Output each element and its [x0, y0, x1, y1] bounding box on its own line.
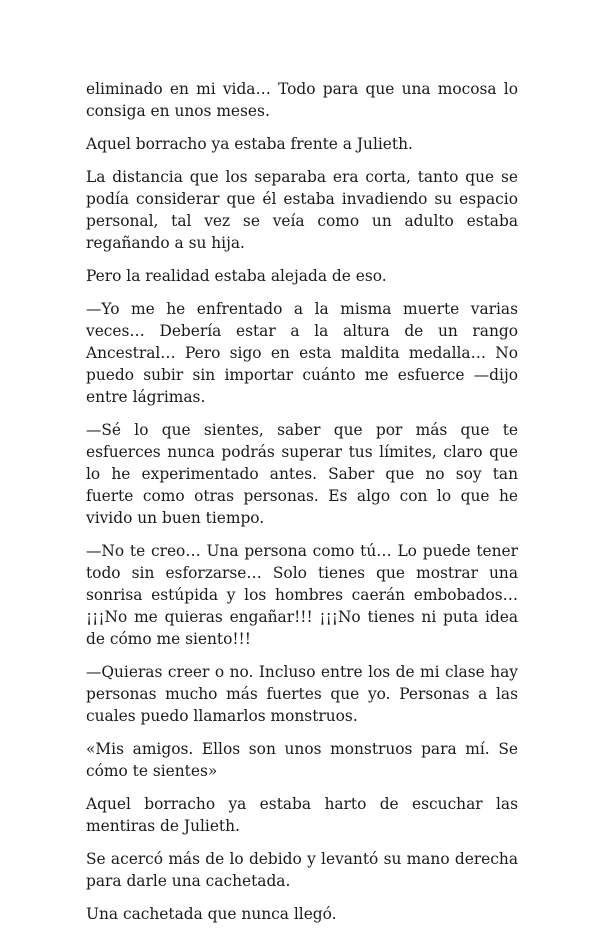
paragraph-2: Aquel borracho ya estaba frente a Julieth.	[86, 135, 413, 153]
paragraph-7: —No te creo… Una persona como tú… Lo puede tener todo sin esforzarse… Solo tienes que mostrar una sonrisa estúpida y los hombres caerán embobados… ¡¡¡No me quieras engañar!!! ¡¡¡No tienes ni puta idea de cómo me siento!!!	[86, 542, 518, 648]
paragraph-3: La distancia que los separaba era corta, tanto que se podía considerar que él estaba invadiendo su espacio personal, tal vez se veía como un adulto estaba regañando a su hija.	[86, 168, 518, 252]
paragraph-4: Pero la realidad estaba alejada de eso.	[86, 267, 387, 285]
book-page	[86, 78, 518, 936]
paragraph-9: «Mis amigos. Ellos son unos monstruos para mí. Se cómo te sientes»	[86, 740, 518, 780]
paragraph-10: Aquel borracho ya estaba harto de escuchar las mentiras de Julieth.	[86, 795, 518, 835]
paragraph-6: —Sé lo que sientes, saber que por más que te esfuerces nunca podrás superar tus límites, claro que lo he experimentado antes. Saber que no soy tan fuerte como otras personas. Es algo con lo que he vivido un buen tiempo.	[86, 421, 518, 527]
paragraph-12: Una cachetada que nunca llegó.	[86, 905, 337, 923]
paragraph-5: —Yo me he enfrentado a la misma muerte varias veces… Debería estar a la altura de un rango Ancestral… Pero sigo en esta maldita medalla… No puedo subir sin importar cuánto me esfuerce —dijo entre lágrimas.	[86, 300, 518, 406]
paragraph-1: eliminado en mi vida… Todo para que una mocosa lo consiga en unos meses.	[86, 80, 518, 120]
paragraph-11: Se acercó más de lo debido y levantó su mano derecha para darle una cachetada.	[86, 850, 518, 890]
paragraph-8: —Quieras creer o no. Incluso entre los de mi clase hay personas mucho más fuertes que yo. Personas a las cuales puedo llamarlos monstruos.	[86, 663, 518, 725]
